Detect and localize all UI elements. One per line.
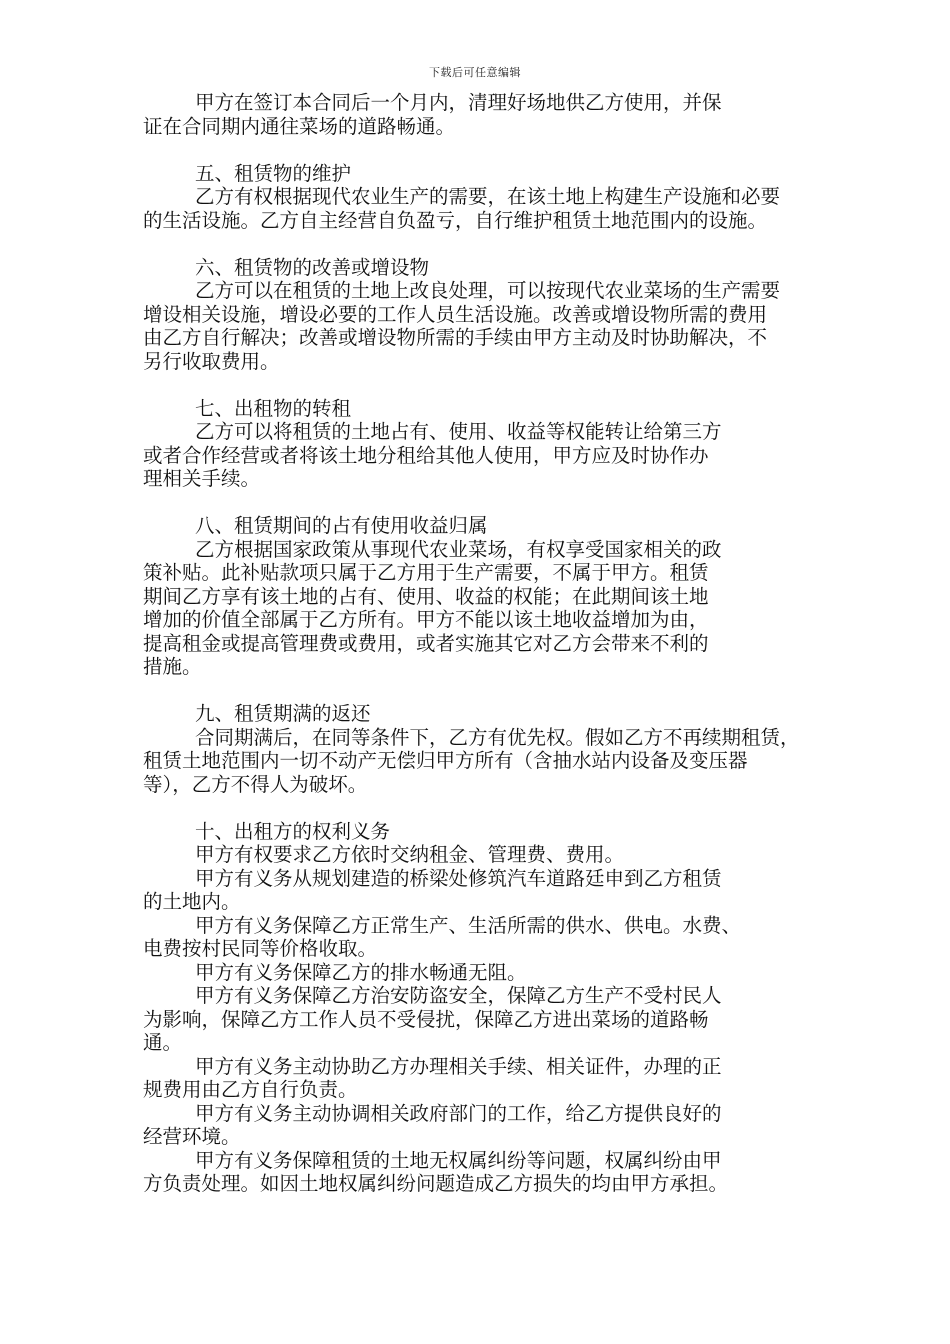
page-header-note: 下载后可任意编辑 [429, 66, 521, 79]
paragraph-spacer [143, 373, 883, 397]
section-heading: 五、租赁物的维护 [195, 161, 352, 185]
body-text-line: 增设相关设施，增设必要的工作人员生活设施。改善或增设物所需的费用 [143, 302, 768, 326]
body-text-line: 方负责处理。如因土地权属纠纷问题造成乙方损失的均由甲方承担。 [143, 1172, 729, 1195]
section-heading: 六、租赁物的改善或增设物 [195, 255, 430, 279]
body-text-line: 证在合同期内通往菜场的道路畅通。 [143, 114, 456, 138]
body-text-line: 规费用由乙方自行负责。 [143, 1078, 358, 1101]
body-text-line: 甲方在签订本合同后一个月内，清理好场地供乙方使用，并保 [195, 91, 722, 114]
body-text-line: 甲方有权要求乙方依时交纳租金、管理费、费用。 [195, 843, 625, 866]
body-text-line: 甲方有义务从规划建造的桥梁处修筑汽车道路廷申到乙方租赁 [195, 866, 722, 890]
body-text-line: 乙方根据国家政策从事现代农业菜场，有权享受国家相关的政 [195, 537, 722, 561]
paragraph-spacer [143, 138, 883, 162]
paragraph-spacer [143, 491, 883, 515]
body-text-line: 的土地内。 [143, 890, 241, 913]
contract-body [143, 91, 883, 1196]
body-text-line: 通。 [143, 1031, 183, 1054]
body-text-line: 甲方有义务保障乙方治安防盗安全，保障乙方生产不受村民人 [195, 984, 722, 1007]
section-heading: 九、租赁期满的返还 [195, 702, 371, 725]
body-text-line: 由乙方自行解决；改善或增设物所需的手续由甲方主动及时协助解决，不 [143, 326, 768, 349]
body-text-line: 合同期满后，在同等条件下，乙方有优先权。假如乙方不再续期租赁， [195, 725, 800, 749]
body-text-line: 经营环境。 [143, 1125, 241, 1148]
body-text-line: 理相关手续。 [143, 467, 261, 490]
body-text-line: 甲方有义务保障乙方的排水畅通无阻。 [195, 960, 527, 984]
body-text-line: 甲方有义务主动协调相关政府部门的工作，给乙方提供良好的 [195, 1101, 722, 1125]
section-heading: 八、租赁期间的占有使用收益归属 [195, 514, 488, 537]
body-text-line: 另行收取费用。 [143, 349, 280, 373]
body-text-line: 措施。 [143, 655, 202, 678]
body-text-line: 提高租金或提高管理费或费用，或者实施其它对乙方会带来不利的 [143, 631, 709, 655]
paragraph-spacer [143, 796, 883, 820]
body-text-line: 甲方有义务保障租赁的土地无权属纠纷等问题，权属纠纷由甲 [195, 1148, 722, 1172]
paragraph-spacer [143, 679, 883, 703]
body-text-line: 的生活设施。乙方自主经营自负盈亏，自行维护租赁土地范围内的设施。 [143, 208, 768, 232]
body-text-line: 策补贴。此补贴款项只属于乙方用于生产需要，不属于甲方。租赁 [143, 561, 709, 584]
body-text-line: 乙方可以将租赁的土地占有、使用、收益等权能转让给第三方 [195, 420, 722, 443]
body-text-line: 甲方有义务主动协助乙方办理相关手续、相关证件，办理的正 [195, 1054, 722, 1078]
section-heading: 十、出租方的权利义务 [195, 819, 391, 843]
body-text-line: 期间乙方享有该土地的占有、使用、收益的权能；在此期间该土地 [143, 584, 709, 608]
body-text-line: 乙方有权根据现代农业生产的需要，在该土地上构建生产设施和必要 [195, 185, 781, 208]
body-text-line: 等），乙方不得人为破坏。 [143, 772, 368, 796]
body-text-line: 为影响，保障乙方工作人员不受侵扰，保障乙方进出菜场的道路畅 [143, 1007, 709, 1031]
body-text-line: 甲方有义务保障乙方正常生产、生活所需的供水、供电。水费、 [195, 913, 742, 937]
body-text-line: 电费按村民同等价格收取。 [143, 937, 378, 960]
body-text-line: 租赁土地范围内一切不动产无偿归甲方所有（含抽水站内设备及变压器 [143, 749, 748, 772]
body-text-line: 乙方可以在租赁的土地上改良处理，可以按现代农业菜场的生产需要 [195, 279, 781, 302]
paragraph-spacer [143, 232, 883, 256]
body-text-line: 或者合作经营或者将该土地分租给其他人使用，甲方应及时协作办 [143, 443, 709, 467]
body-text-line: 增加的价值全部属于乙方所有。甲方不能以该土地收益增加为由， [143, 608, 709, 631]
section-heading: 七、出租物的转租 [195, 396, 352, 420]
